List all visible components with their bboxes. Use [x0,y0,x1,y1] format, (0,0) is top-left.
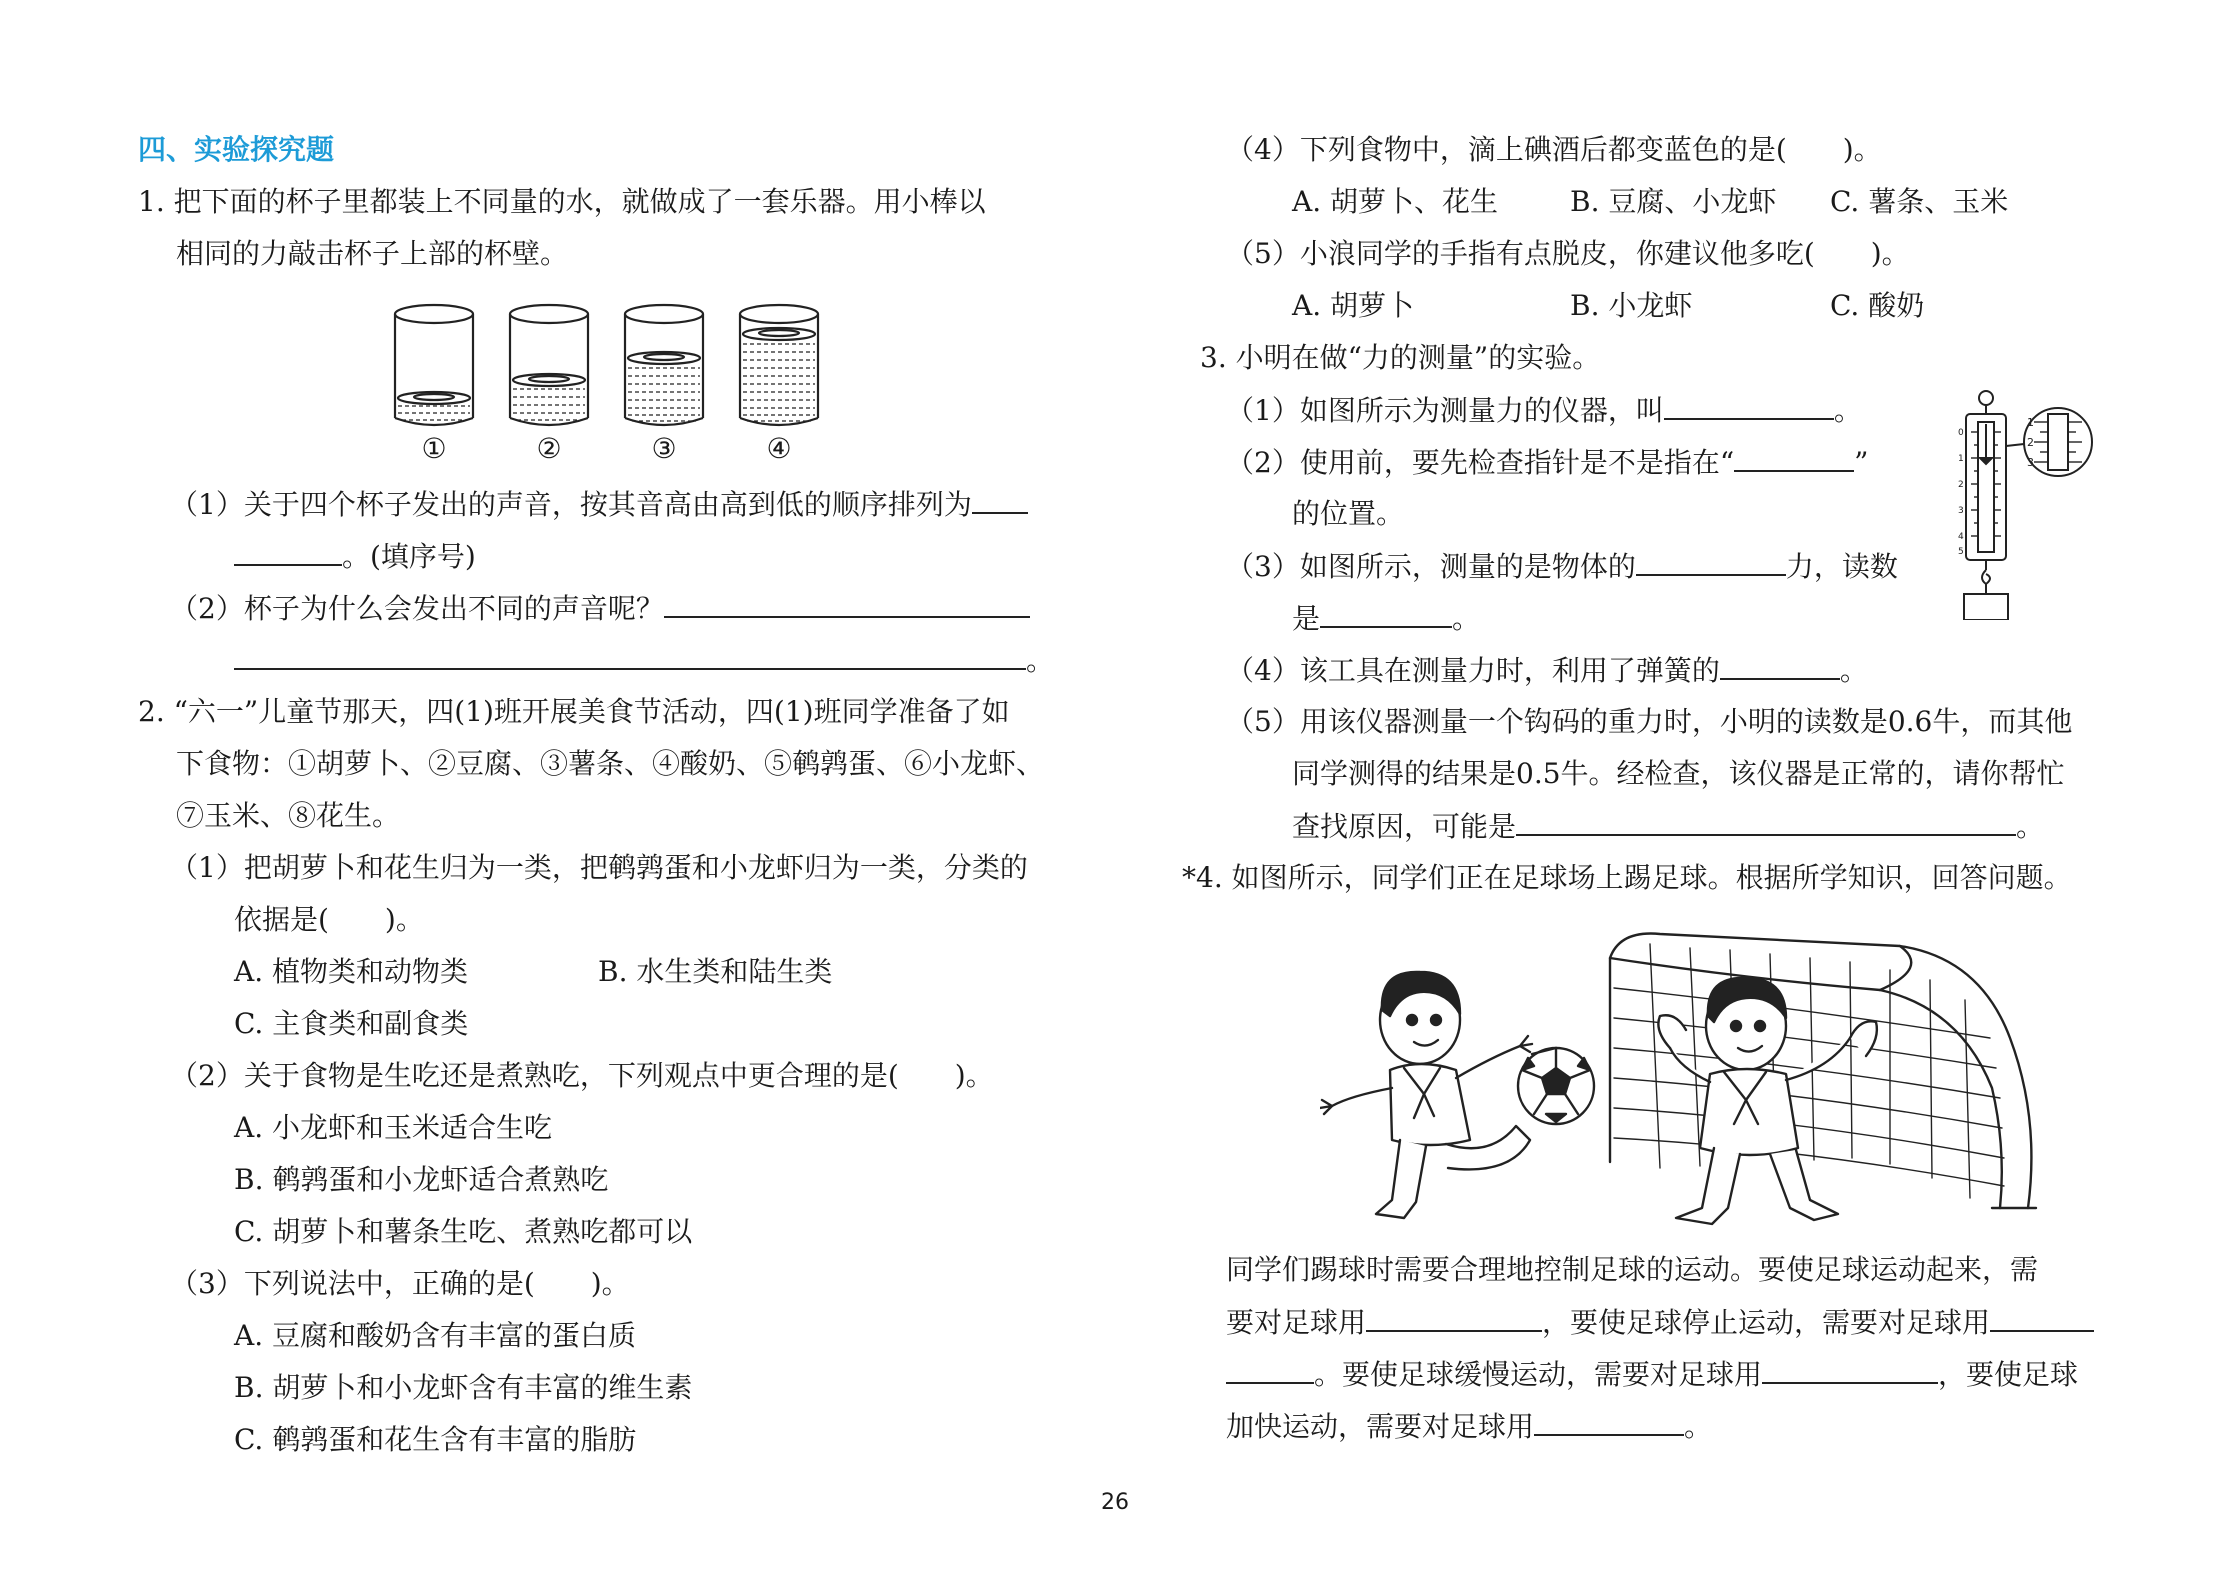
q3-sub3-period: 。 [1452,602,1481,635]
scale-label-5: 5 [1958,547,1964,557]
q1-sub1-blank-b[interactable] [234,538,342,566]
q3-sub5-prefix: 查找原因，可能是 [1292,810,1517,843]
q3-sub1-text: （1）如图所示为测量力的仪器，叫 [1226,394,1664,427]
q1-sub2-text: （2）杯子为什么会发出不同的声音呢？ [170,592,664,625]
q2-sub1-option-b[interactable]: B. 水生类和陆生类 [598,955,833,988]
q2-line2: 下食物：①胡萝卜、②豆腐、③薯条、④酸奶、⑤鹌鹑蛋、⑥小龙虾、 [176,747,1045,780]
q3-sub3-text: （3）如图所示，测量的是物体的 [1226,550,1636,583]
cup-4 [740,305,818,425]
q3-sub2-quote: ” [1854,446,1869,479]
q3-sub3-prefix: 是 [1292,602,1321,635]
q1-sub2-blank-a[interactable] [664,590,1030,618]
q4-blank-1[interactable] [1366,1304,1542,1332]
q2-line1: 2. “六一”儿童节那天，四(1)班开展美食节活动，四(1)班同学准备了如 [138,695,1010,728]
q3-sub3-line1 [1226,548,1898,584]
q4-blank-4[interactable] [1534,1408,1684,1436]
section-title: 四、实验探究题 [138,133,335,166]
q4-blank-2a[interactable] [1990,1304,2094,1332]
q3-sub5-blank[interactable] [1516,808,2016,836]
q2-sub3-option-b[interactable]: B. 胡萝卜和小龙虾含有丰富的维生素 [234,1371,693,1404]
q3-sub2-line1 [1226,444,1868,480]
q2-sub4-option-c[interactable]: C. 薯条、玉米 [1830,185,2009,218]
q1-sub1-line1 [170,486,1028,522]
q2-sub1-option-c[interactable]: C. 主食类和副食类 [234,1007,469,1040]
q2-sub1-option-a[interactable]: A. 植物类和动物类 [234,955,469,988]
q2-sub4-line: （4）下列食物中，滴上碘酒后都变蓝色的是( )。 [1226,133,1882,166]
q1-line1: 1. 把下面的杯子里都装上不同量的水，就做成了一套乐器。用小棒以 [138,185,986,218]
q2-sub2-option-c[interactable]: C. 胡萝卜和薯条生吃、煮熟吃都可以 [234,1215,693,1248]
q2-line3: ⑦玉米、⑧花生。 [176,799,401,832]
q2-sub5-option-c[interactable]: C. 酸奶 [1830,289,1925,322]
q4-blank-3[interactable] [1762,1356,1938,1384]
q2-sub3-line: （3）下列说法中，正确的是( )。 [170,1267,630,1300]
q1-line2: 相同的力敲击杯子上部的杯壁。 [176,237,569,270]
q1-sub2-line1 [170,590,1030,626]
scale-label-3: 3 [1958,506,1964,516]
soccer-goal [1610,934,2036,1209]
q4-p4-period: 。 [1684,1410,1713,1443]
zoom-label-1: 1 [2027,416,2034,429]
q2-sub5-option-b[interactable]: B. 小龙虾 [1570,289,1693,322]
q1-sub1-text: （1）关于四个杯子发出的声音，按其音高由高到低的顺序排列为 [170,488,972,521]
q2-sub3-option-c[interactable]: C. 鹌鹑蛋和花生含有丰富的脂肪 [234,1423,637,1456]
soccer-ball [1518,1048,1594,1124]
q3-sub1-period: 。 [1833,394,1862,427]
q3-line1: 3. 小明在做“力的测量”的实验。 [1200,341,1601,374]
q3-sub4-blank[interactable] [1720,652,1840,680]
scale-label-0: 0 [1958,428,1964,438]
q4-p2-text-b: ，要使足球停止运动，需要对足球用 [1542,1306,1991,1339]
q3-sub5-line2: 同学测得的结果是0.5牛。经检查，该仪器是正常的，请你帮忙 [1292,757,2065,790]
q3-sub5-period: 。 [2016,810,2045,843]
cup-2 [510,305,588,425]
cup-label-1: ① [421,432,447,465]
q4-line1: *4. 如图所示，同学们正在足球场上踢足球。根据所学知识，回答问题。 [1182,861,2072,894]
zoom-label-2: 2 [2027,436,2034,449]
q3-sub3-blank-b[interactable] [1320,600,1452,628]
q4-blank-2b[interactable] [1226,1356,1314,1384]
q2-sub4-option-b[interactable]: B. 豆腐、小龙虾 [1570,185,1777,218]
scale-label-1: 1 [1958,454,1964,464]
q3-sub1-blank[interactable] [1664,392,1834,420]
q2-sub2-line: （2）关于食物是生吃还是煮熟吃，下列观点中更合理的是( )。 [170,1059,994,1092]
cup-label-4: ④ [766,432,792,465]
q2-sub1-line1: （1）把胡萝卜和花生归为一类，把鹌鹑蛋和小龙虾归为一类，分类的 [170,851,1028,884]
q1-sub1-blank-a[interactable] [972,486,1028,514]
q4-para-line3 [1226,1356,2078,1392]
q3-sub3-blank-a[interactable] [1636,548,1786,576]
q4-p3-text-a: 。要使足球缓慢运动，需要对足球用 [1314,1358,1763,1391]
q3-sub2-text: （2）使用前，要先检查指针是不是指在“ [1226,446,1735,479]
q3-sub4-line [1226,652,1868,688]
q4-p3-text-b: ，要使足球 [1938,1358,2079,1391]
q3-sub2-blank[interactable] [1734,444,1854,472]
q3-sub3-mid: 力，读数 [1785,550,1898,583]
q3-sub5-line1: （5）用该仪器测量一个钩码的重力时，小明的读数是0.6牛，而其他 [1226,705,2073,738]
q1-sub2-period: 。 [1026,644,1055,677]
q4-para-line2 [1226,1304,2094,1340]
cup-label-3: ③ [651,432,677,465]
cup-label-2: ② [536,432,562,465]
q4-p2-text-a: 要对足球用 [1226,1306,1367,1339]
spring-scale-figure [1938,388,2118,620]
kicking-boy [1320,972,1532,1218]
q1-sub2-line2 [234,642,1054,678]
q3-sub4-period: 。 [1839,654,1868,687]
q3-sub1-line [1226,392,1862,428]
q3-sub2-line2: 的位置。 [1292,497,1405,530]
q1-sub1-tail: 。(填序号) [342,540,476,573]
q2-sub4-option-a[interactable]: A. 胡萝卜、花生 [1292,185,1499,218]
q2-sub1-line2: 依据是( )。 [234,903,424,936]
q3-sub5-line3 [1292,808,2044,844]
cup-3 [625,305,703,425]
q2-sub2-option-b[interactable]: B. 鹌鹑蛋和小龙虾适合煮熟吃 [234,1163,609,1196]
q2-sub2-option-a[interactable]: A. 小龙虾和玉米适合生吃 [234,1111,553,1144]
q4-para-line1: 同学们踢球时需要合理地控制足球的运动。要使足球运动起来，需 [1226,1253,2039,1286]
q2-sub5-option-a[interactable]: A. 胡萝卜 [1292,289,1415,322]
q1-sub2-blank-b[interactable] [234,642,1026,670]
scale-label-4: 4 [1958,532,1964,542]
q3-sub3-line2 [1292,600,1480,636]
q4-p4-text: 加快运动，需要对足球用 [1226,1410,1535,1443]
scale-label-2: 2 [1958,480,1964,490]
goalkeeper-boy [1658,978,1877,1224]
soccer-illustration [1320,918,2080,1238]
q4-para-line4 [1226,1408,1712,1444]
page-number: 26 [1101,1490,1129,1515]
q3-sub4-text: （4）该工具在测量力时，利用了弹簧的 [1226,654,1720,687]
q2-sub5-line: （5）小浪同学的手指有点脱皮，你建议他多吃( )。 [1226,237,1910,270]
q2-sub3-option-a[interactable]: A. 豆腐和酸奶含有丰富的蛋白质 [234,1319,637,1352]
q1-sub1-line2 [234,538,476,574]
cup-1 [395,305,473,425]
zoom-label-3: 3 [2027,456,2034,469]
